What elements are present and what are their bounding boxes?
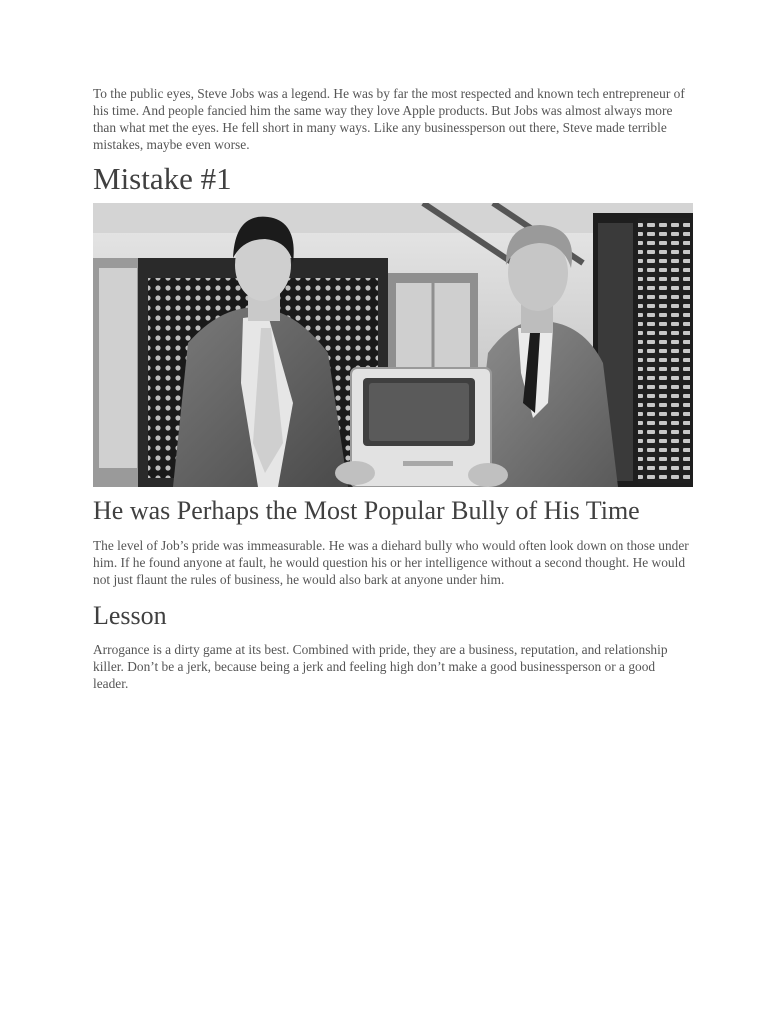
document-page [93, 85, 693, 692]
intro-paragraph: To the public eyes, Steve Jobs was a legend. He was by far the most respected and known tech entrepreneur of his time. And people fancied him the same way they love Apple products. But Jobs was almost always more than what met the eyes. He fell short in many ways. Like any businessperson out there, Steve made terrible mistakes, maybe even worse. [93, 86, 685, 152]
photo-two-men-with-computer [93, 203, 693, 487]
section-subheading: He was Perhaps the Most Popular Bully of His Time [93, 496, 640, 525]
mistake-heading: Mistake #1 [93, 161, 232, 196]
body-paragraph: The level of Job’s pride was immeasurable. He was a diehard bully who would often look down on those under him. If he found anyone at fault, he would question his or her intelligence without a second thought. He would not just flaunt the rules of business, he would also bark at anyone under him. [93, 538, 689, 587]
lesson-heading: Lesson [93, 601, 167, 630]
lesson-paragraph: Arrogance is a dirty game at its best. Combined with pride, they are a business, reputation, and relationship killer. Don’t be a jerk, because being a jerk and feeling high don’t make a good businessperson or a good leader. [93, 642, 668, 691]
